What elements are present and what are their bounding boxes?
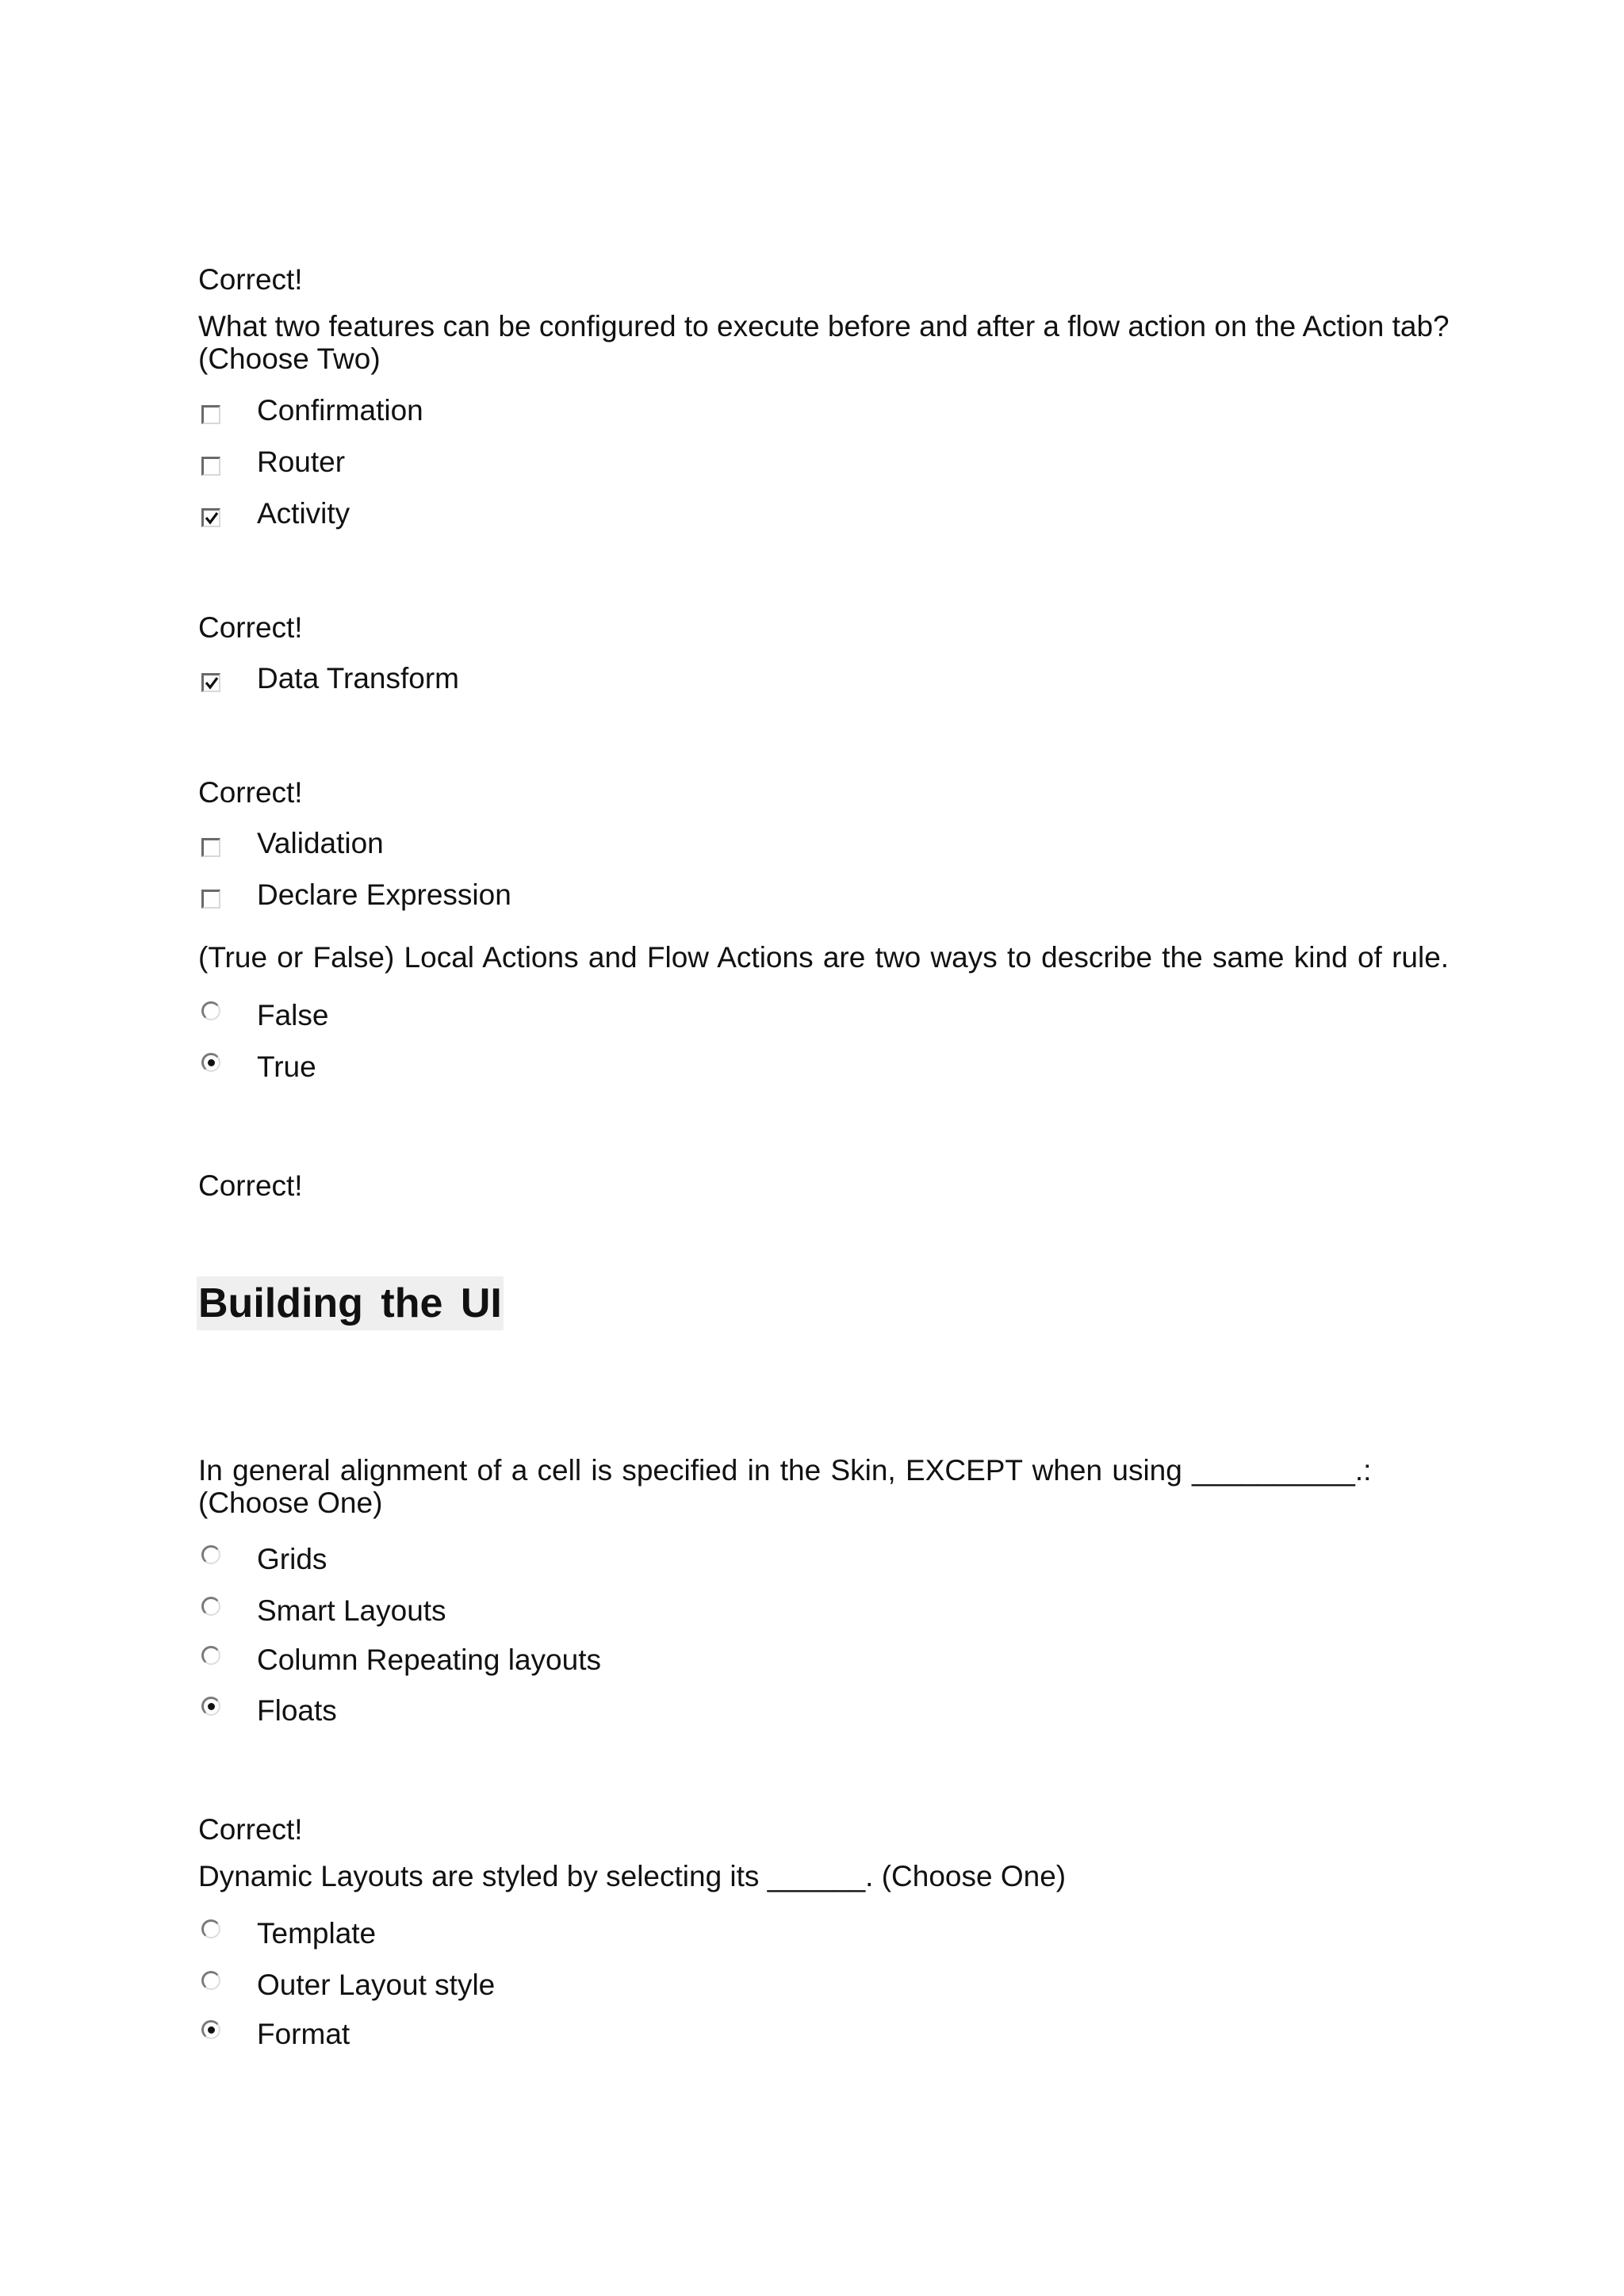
radio-selected-icon[interactable] — [201, 1697, 220, 1716]
radio-icon[interactable] — [201, 1646, 220, 1665]
checkbox-icon[interactable] — [201, 457, 220, 476]
feedback-correct: Correct! — [198, 263, 303, 296]
question-text: Dynamic Layouts are styled by selecting its ______. (Choose One) — [198, 1860, 1067, 1892]
option-confirmation[interactable] — [201, 392, 423, 428]
radio-icon[interactable] — [201, 1545, 220, 1564]
option-label: Smart Layouts — [257, 1594, 446, 1627]
question-instruction: (Choose Two) — [198, 342, 381, 375]
option-label: Template — [257, 1916, 377, 1950]
option-true[interactable] — [201, 1048, 316, 1085]
option-column-repeating-layouts[interactable] — [201, 1641, 601, 1678]
option-label: Validation — [257, 826, 384, 859]
question-instruction: (Choose One) — [198, 1487, 383, 1519]
option-smart-layouts[interactable] — [201, 1592, 446, 1628]
checkbox-icon[interactable] — [201, 405, 220, 424]
option-format[interactable] — [201, 2015, 350, 2052]
option-outer-layout-style[interactable] — [201, 1966, 495, 2003]
radio-icon[interactable] — [201, 1597, 220, 1616]
section-heading: Building the UI — [197, 1276, 504, 1330]
feedback-correct: Correct! — [198, 1813, 303, 1846]
checkbox-checked-icon[interactable] — [201, 508, 220, 527]
option-label: Grids — [257, 1542, 327, 1575]
radio-icon[interactable] — [201, 1001, 220, 1020]
option-label: Floats — [257, 1693, 337, 1727]
option-template[interactable] — [201, 1915, 376, 1951]
question-text: (True or False) Local Actions and Flow Actions are two ways to describe the same kind of rule. — [198, 941, 1450, 974]
option-label: Column Repeating layouts — [257, 1643, 601, 1676]
radio-icon[interactable] — [201, 1971, 220, 1990]
question-text: What two features can be configured to execute before and after a flow action on the Action tab? — [198, 310, 1450, 342]
radio-selected-icon[interactable] — [201, 1053, 220, 1072]
option-label: Router — [257, 445, 346, 478]
option-false[interactable] — [201, 997, 328, 1033]
option-grids[interactable] — [201, 1540, 327, 1577]
option-activity[interactable] — [201, 495, 350, 531]
option-router[interactable] — [201, 443, 345, 480]
radio-icon[interactable] — [201, 1919, 220, 1938]
checkbox-checked-icon[interactable] — [201, 673, 220, 692]
option-validation[interactable] — [201, 825, 384, 861]
option-label: Data Transform — [257, 661, 459, 695]
feedback-correct: Correct! — [198, 1169, 303, 1202]
radio-selected-icon[interactable] — [201, 2020, 220, 2039]
option-label: Activity — [257, 496, 350, 530]
option-data-transform[interactable] — [201, 660, 459, 696]
option-label: Outer Layout style — [257, 1968, 496, 2001]
question-text: In general alignment of a cell is specified in the Skin, EXCEPT when using __________.: — [198, 1454, 1372, 1487]
option-label: Confirmation — [257, 393, 423, 427]
checkbox-icon[interactable] — [201, 890, 220, 909]
checkbox-icon[interactable] — [201, 838, 220, 857]
feedback-correct: Correct! — [198, 776, 303, 809]
option-label: False — [257, 998, 329, 1031]
option-declare-expression[interactable] — [201, 876, 511, 913]
option-label: Declare Expression — [257, 878, 511, 911]
option-label: True — [257, 1050, 316, 1083]
option-label: Format — [257, 2017, 350, 2050]
option-floats[interactable] — [201, 1692, 337, 1728]
feedback-correct: Correct! — [198, 611, 303, 644]
